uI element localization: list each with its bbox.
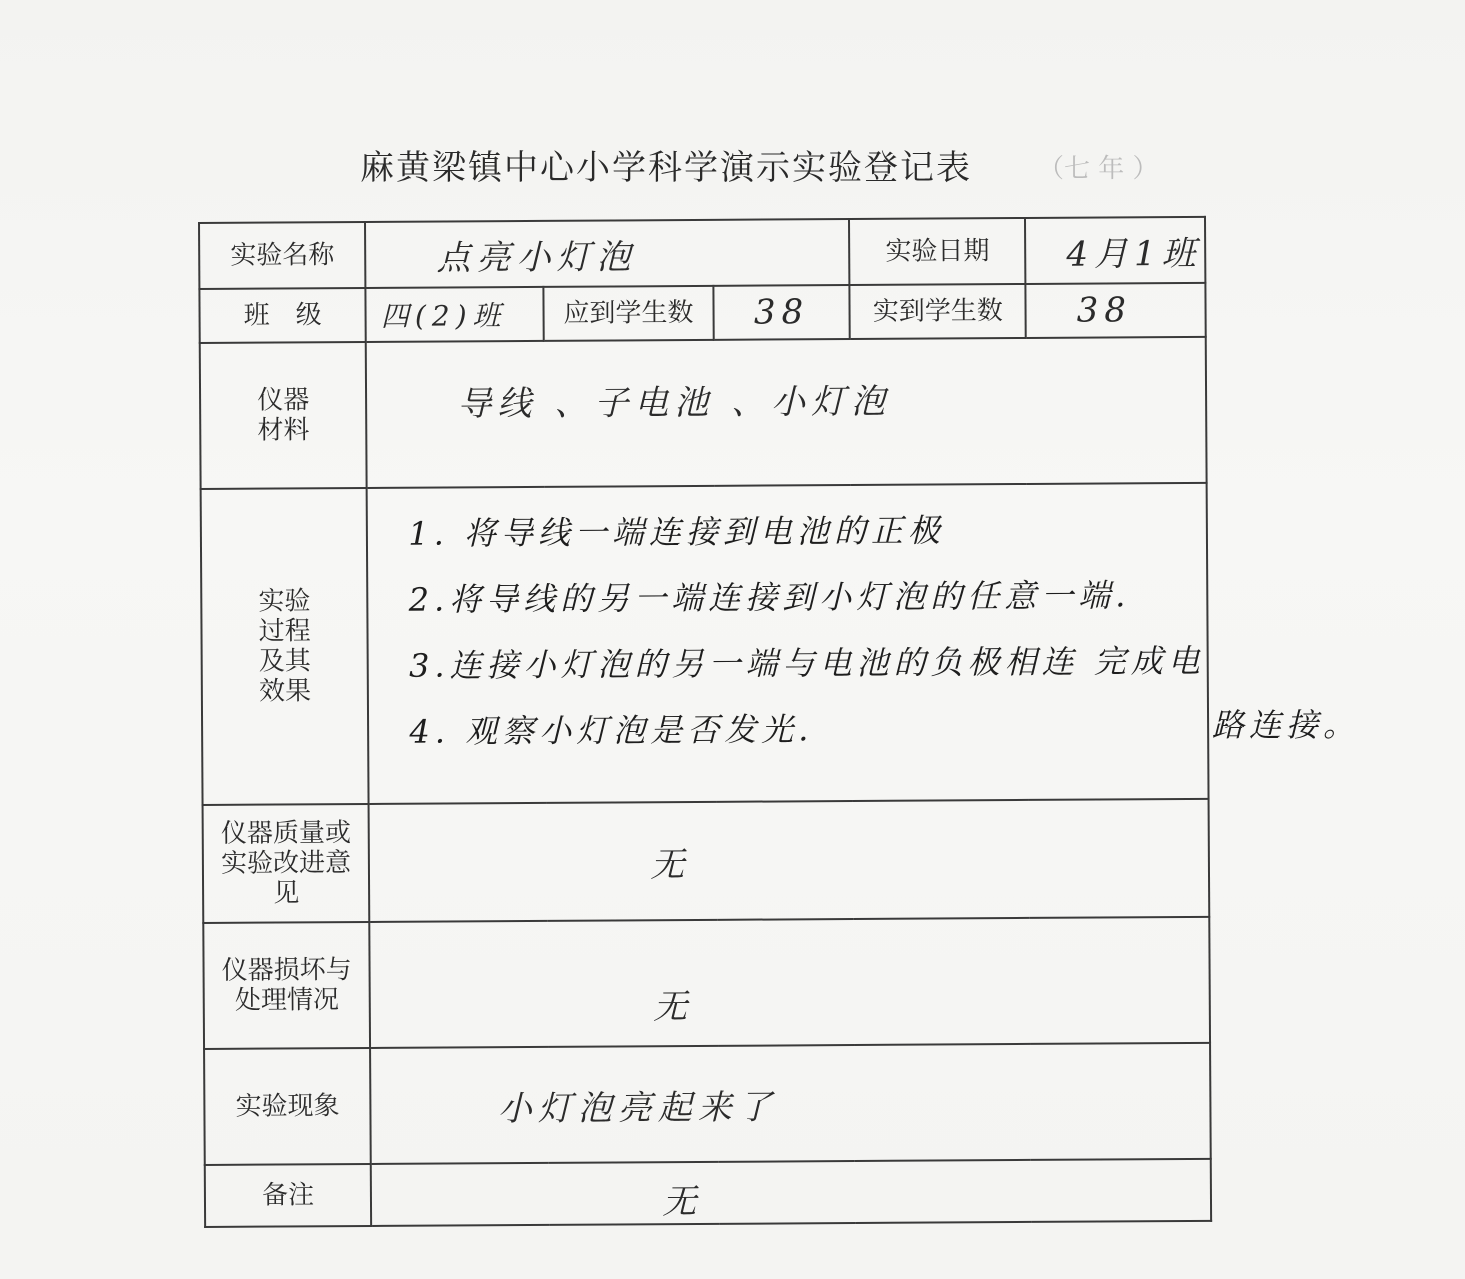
- value-exp-date: 4月1班: [1025, 217, 1205, 284]
- process-step-1: 1. 将导线一端连接到电池的正极: [408, 511, 946, 553]
- label-actual: 实到学生数: [850, 284, 1026, 339]
- process-step-3: [409, 634, 1207, 705]
- value-expected: 38: [713, 285, 850, 340]
- form-title: 麻黄梁镇中心小学科学演示实验登记表: [360, 148, 972, 188]
- label-damage: 仪器损坏与处理情况: [203, 922, 370, 1049]
- value-class: 四(2)班: [366, 287, 544, 342]
- label-exp-date: 实验日期: [849, 218, 1025, 285]
- label-quality: 仪器质量或实验改进意见: [203, 804, 370, 923]
- label-materials: 仪器材料: [200, 342, 367, 489]
- faint-title-note: （七 年 ）: [1038, 154, 1159, 184]
- label-class: 班 级: [199, 288, 366, 343]
- process-step-4: 4. 观察小灯泡是否发光.: [409, 710, 814, 751]
- label-phenomenon: 实验现象: [204, 1048, 371, 1165]
- label-expected: 应到学生数: [543, 286, 713, 341]
- label-exp-name: 实验名称: [199, 222, 366, 289]
- value-quality: 无: [369, 799, 1209, 922]
- value-actual: 38: [1026, 283, 1206, 338]
- process-step-2: 2.将导线的另一端连接到小灯泡的任意一端.: [408, 576, 1131, 619]
- process-step-3-tail: 完成电: [1093, 641, 1205, 681]
- value-exp-name: 点亮小灯泡: [365, 219, 850, 288]
- process-step-3-text: 3.连接小灯泡的另一端与电池的负极相连: [408, 642, 1079, 685]
- process-overflow-text: 路连接。: [1212, 706, 1361, 744]
- process-cell: [367, 483, 1209, 804]
- label-remarks: 备注: [205, 1164, 372, 1227]
- value-materials: 导线 、子电池 、小灯泡: [366, 337, 1207, 488]
- registration-table: [198, 216, 1212, 1228]
- value-damage: 无: [370, 917, 1210, 1048]
- value-remarks: 无: [371, 1159, 1211, 1226]
- label-process: 实验过程及其效果: [201, 488, 369, 805]
- value-phenomenon: 小灯泡亮起来了: [370, 1043, 1210, 1164]
